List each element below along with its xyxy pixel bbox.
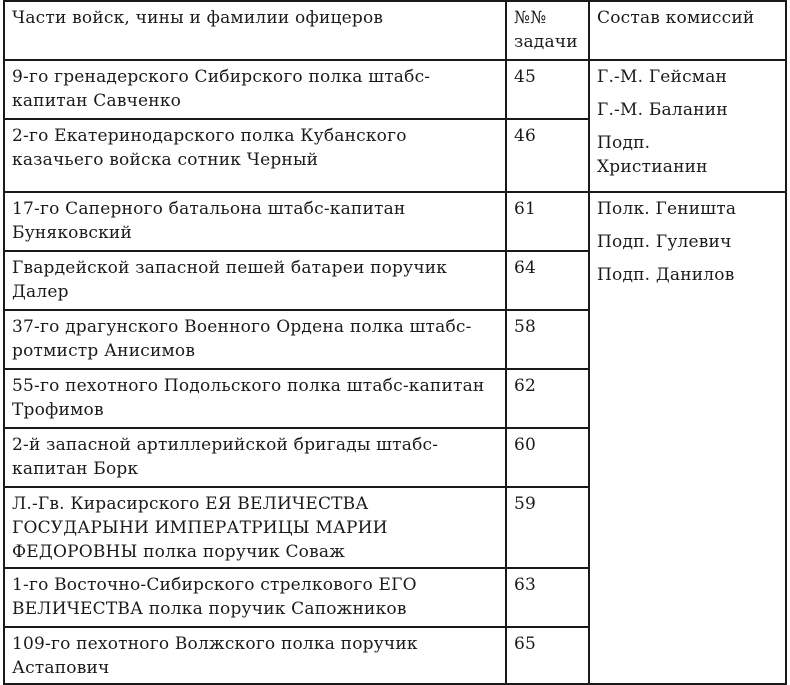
commission-member: Подп. Данилов — [597, 265, 735, 285]
header-row — [4, 1, 786, 60]
header-units: Части войск, чины и фамилии офицеров — [4, 1, 506, 60]
task-cell: 64 — [506, 251, 589, 310]
commission-member: Г.-М. Гейсман — [597, 67, 728, 87]
unit-cell: 9-го гренадерского Сибирского полка штабс-капитан Савченко — [4, 60, 506, 119]
unit-cell: Л.-Гв. Кирасирского ЕЯ ВЕЛИЧЕСТВА ГОСУДАРЫНИ ИМПЕРАТРИЦЫ МАРИИ ФЕДОРОВНЫ полка поручик Соваж — [4, 487, 506, 568]
commission-cell — [589, 192, 786, 684]
officers-commission-table — [3, 0, 787, 685]
unit-cell: 37-го драгунского Военного Ордена полка штабс-ротмистр Анисимов — [4, 310, 506, 369]
commission-member: Г.-М. Баланин — [597, 100, 728, 120]
task-cell: 61 — [506, 192, 589, 251]
table-row — [4, 192, 786, 251]
commission-cell — [589, 60, 786, 192]
table-row — [4, 60, 786, 119]
unit-cell: 17-го Саперного батальона штабс-капитан Буняковский — [4, 192, 506, 251]
task-cell: 62 — [506, 369, 589, 428]
commission-member: Подп. Гулевич — [597, 232, 732, 252]
unit-cell: 2-го Екатеринодарского полка Кубанского казачьего войска сотник Черный — [4, 119, 506, 192]
task-cell: 63 — [506, 568, 589, 627]
unit-cell: 1-го Восточно-Сибирского стрелкового ЕГО ВЕЛИЧЕСТВА полка поручик Сапожников — [4, 568, 506, 627]
task-cell: 60 — [506, 428, 589, 487]
task-cell: 58 — [506, 310, 589, 369]
header-commission: Состав комиссий — [589, 1, 786, 60]
task-cell: 65 — [506, 627, 589, 684]
unit-cell: 2-й запасной артиллерийской бригады штабс-капитан Борк — [4, 428, 506, 487]
commission-member: Полк. Геништа — [597, 199, 737, 219]
task-cell: 59 — [506, 487, 589, 568]
unit-cell: 109-го пехотного Волжского полка поручик Астапович — [4, 627, 506, 684]
commission-member: Подп. Христианин — [597, 133, 708, 177]
task-cell: 46 — [506, 119, 589, 192]
unit-cell: 55-го пехотного Подольского полка штабс-капитан Трофимов — [4, 369, 506, 428]
header-task-number: №№ задачи — [506, 1, 589, 60]
task-cell: 45 — [506, 60, 589, 119]
unit-cell: Гвардейской запасной пешей батареи поручик Далер — [4, 251, 506, 310]
